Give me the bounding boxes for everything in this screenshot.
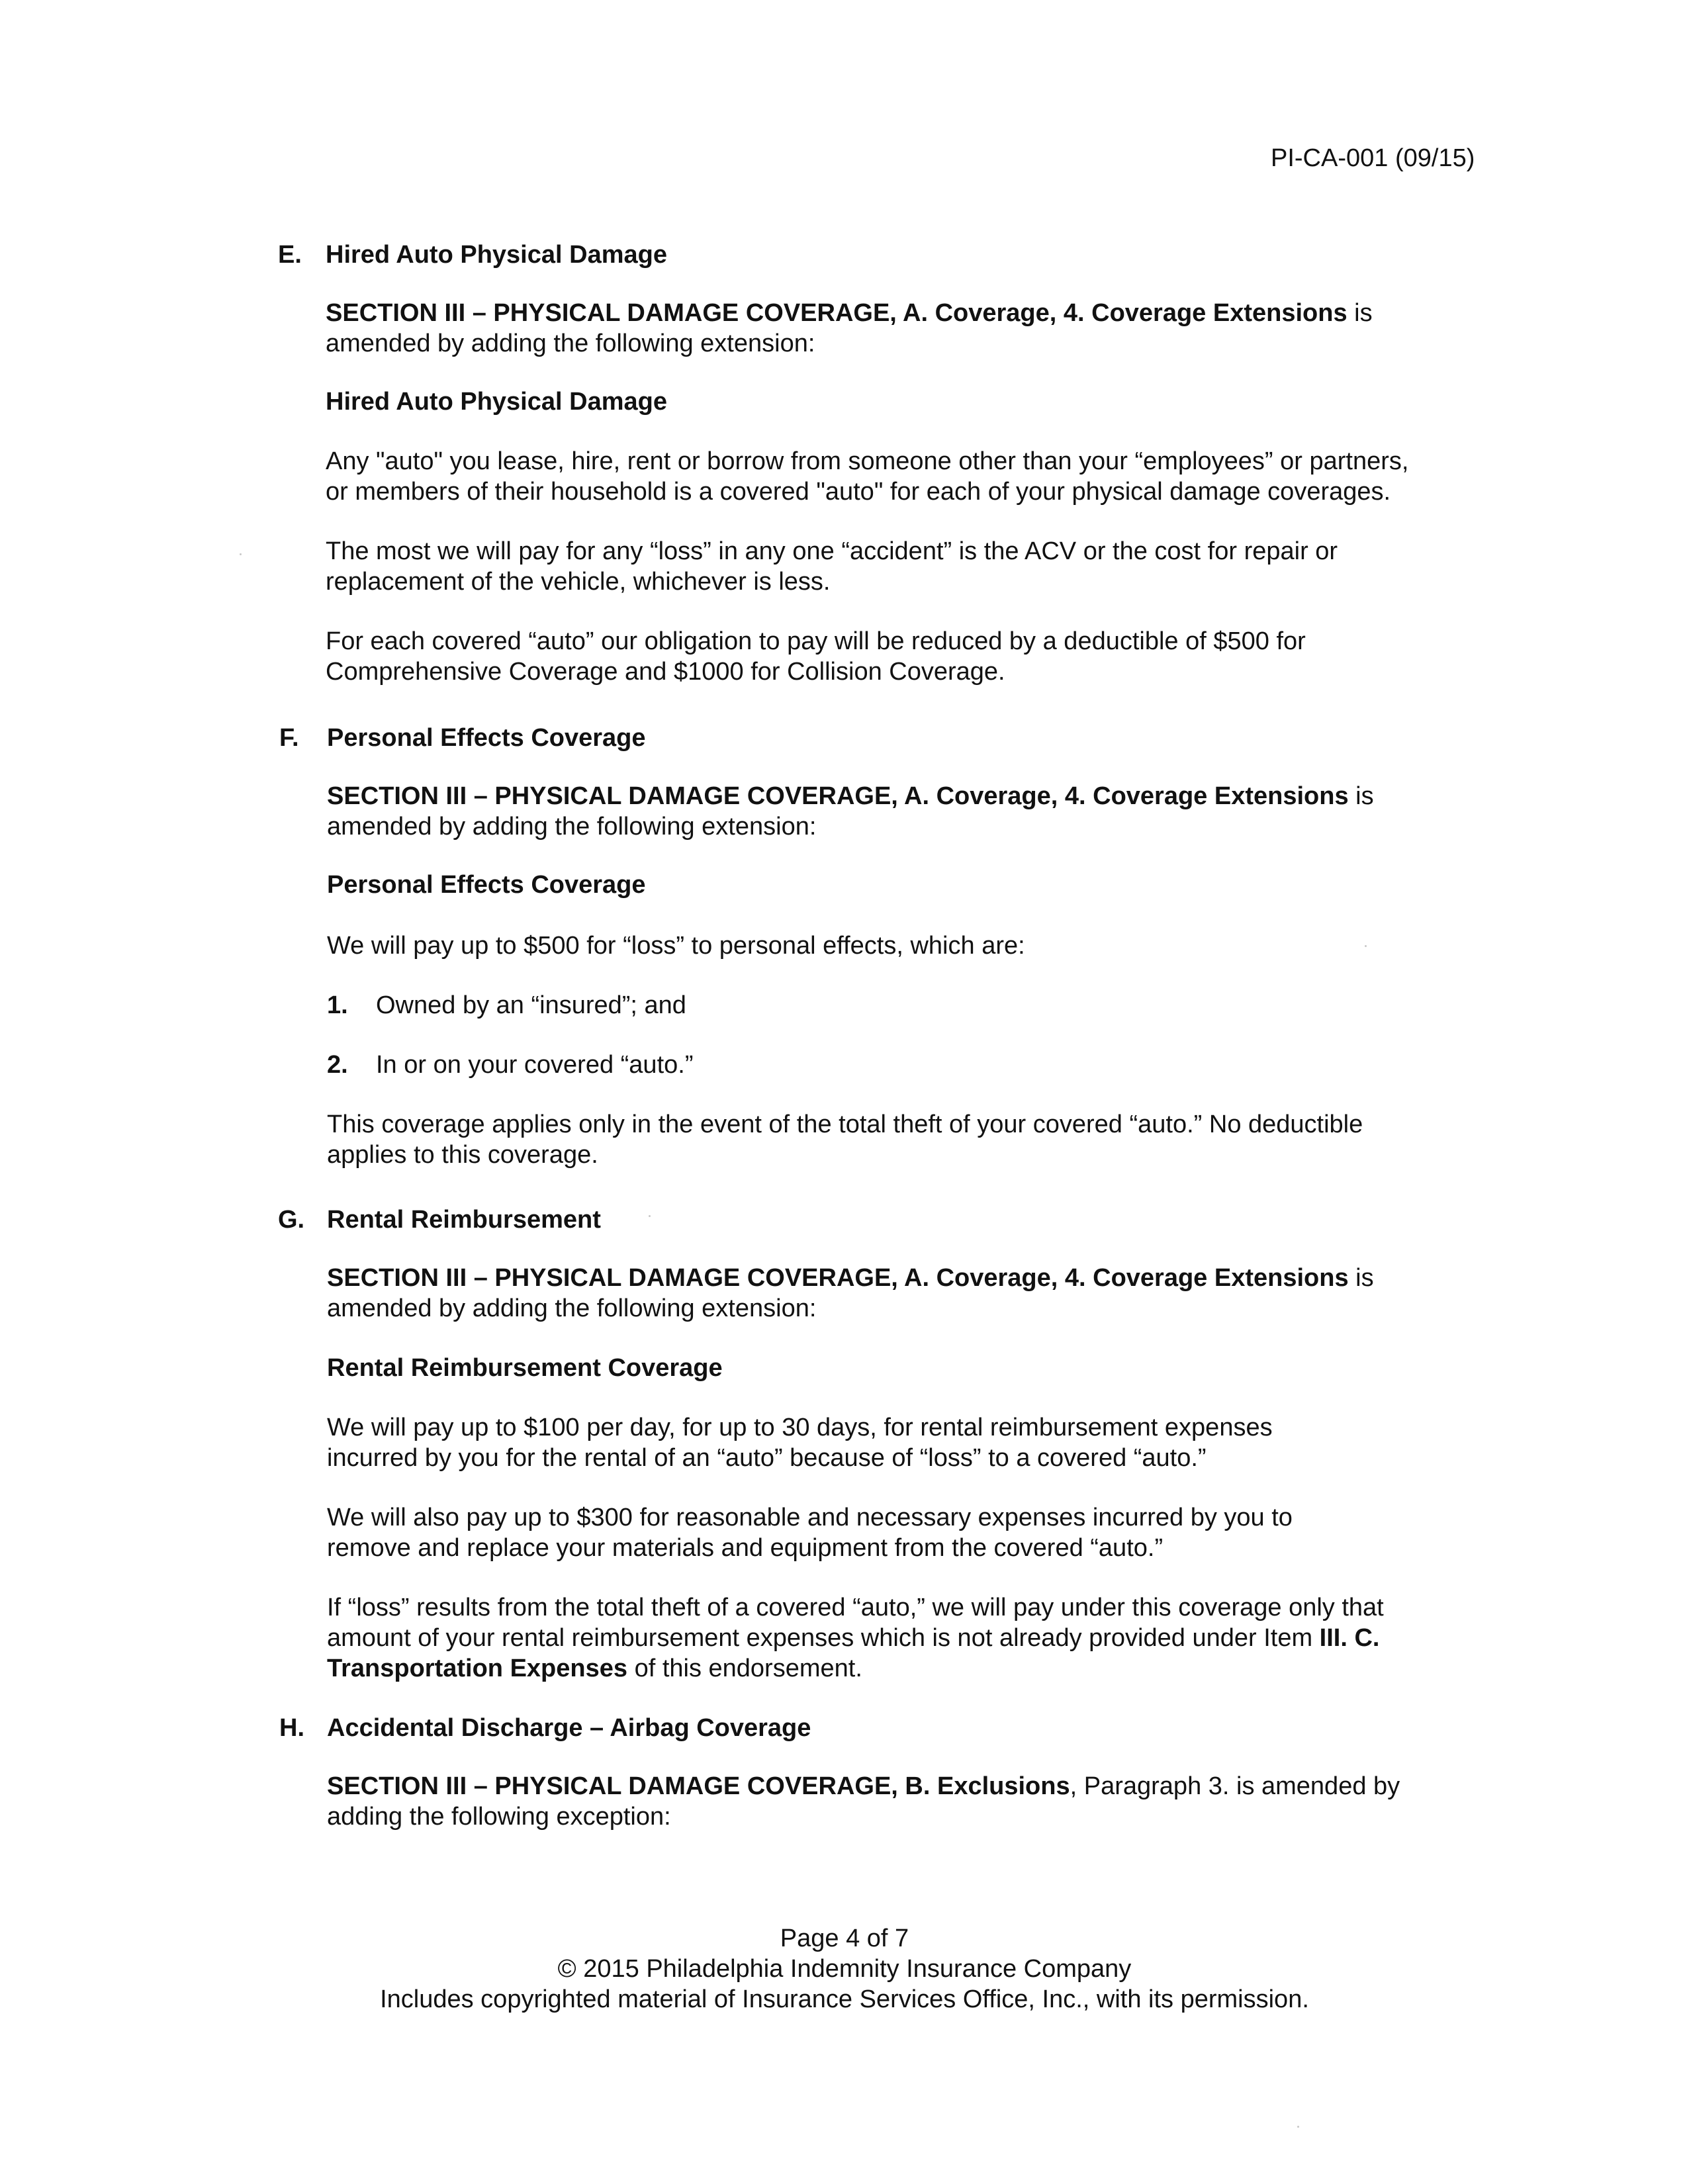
- footer-page-number: Page 4 of 7: [780, 1925, 909, 1952]
- section-g-para1-line2: incurred by you for the rental of an “auto” because of “loss” to a covered “auto.”: [327, 1444, 1207, 1472]
- section-f-item1-text: Owned by an “insured”; and: [376, 991, 686, 1019]
- section-g-para3-line2-text: amount of your rental reimbursement expenses which is not already provided under Item: [327, 1624, 1320, 1652]
- section-h-amend-bold: SECTION III – PHYSICAL DAMAGE COVERAGE, B. Exclusions: [327, 1772, 1070, 1800]
- section-f-item2-number: 2.: [327, 1051, 348, 1079]
- footer-copyright: © 2015 Philadelphia Indemnity Insurance Company: [557, 1955, 1132, 1983]
- section-g-amendment: [327, 1263, 1492, 1324]
- section-e-para3: [326, 626, 1490, 687]
- section-g-para3-item-ref: III. C.: [1319, 1624, 1380, 1652]
- section-f-item1-number: 1.: [327, 991, 348, 1019]
- section-e-letter: E.: [278, 241, 302, 269]
- section-e-para3-line1: For each covered “auto” our obligation to pay will be reduced by a deductible of $500 for: [326, 627, 1306, 655]
- section-g-para2-line2: remove and replace your materials and equipment from the covered “auto.”: [327, 1534, 1164, 1562]
- section-g-letter: G.: [278, 1206, 305, 1234]
- section-g-para3-line1: If “loss” results from the total theft of a covered “auto,” we will pay under this coverage only that: [327, 1594, 1384, 1621]
- section-f-subheading: Personal Effects Coverage: [327, 871, 646, 899]
- section-e-para2-line2: replacement of the vehicle, whichever is less.: [326, 568, 831, 596]
- section-e-para3-line2: Comprehensive Coverage and $1000 for Collision Coverage.: [326, 658, 1005, 686]
- section-f-amend-bold: SECTION III – PHYSICAL DAMAGE COVERAGE, A. Coverage, 4. Coverage Extensions: [327, 782, 1349, 810]
- section-f-title: Personal Effects Coverage: [327, 724, 646, 752]
- scan-speck: [1297, 2126, 1299, 2128]
- scan-speck: [1365, 945, 1367, 947]
- section-g-para2: [327, 1502, 1492, 1563]
- section-g-para1-line1: We will pay up to $100 per day, for up to 30 days, for rental reimbursement expenses: [327, 1414, 1273, 1441]
- section-g-para3: [327, 1592, 1492, 1684]
- section-e-subheading: Hired Auto Physical Damage: [326, 388, 667, 416]
- section-e-para1-line1: Any "auto" you lease, hire, rent or borrow from someone other than your “employees” or partners,: [326, 447, 1409, 475]
- section-e-para1: [326, 446, 1490, 507]
- section-e-amend-line2: amended by adding the following extension:: [326, 330, 815, 357]
- section-f-para1: We will pay up to $500 for “loss” to personal effects, which are:: [327, 932, 1025, 960]
- section-e-para2-line1: The most we will pay for any “loss” in any one “accident” is the ACV or the cost for repair or: [326, 537, 1338, 565]
- section-f-amend-line2: amended by adding the following extension:: [327, 813, 817, 841]
- section-f-para2-line1: This coverage applies only in the event of the total theft of your covered “auto.” No deductible: [327, 1111, 1363, 1138]
- section-e-title: Hired Auto Physical Damage: [326, 241, 667, 269]
- footer-notice: Includes copyrighted material of Insurance Services Office, Inc., with its permission.: [380, 1985, 1309, 2013]
- section-e-para2: [326, 536, 1490, 597]
- section-g-amend-bold: SECTION III – PHYSICAL DAMAGE COVERAGE, A. Coverage, 4. Coverage Extensions: [327, 1264, 1349, 1292]
- section-f-item2-text: In or on your covered “auto.”: [376, 1051, 694, 1079]
- section-h-amend-line2: adding the following exception:: [327, 1803, 671, 1831]
- section-f-amendment: [327, 781, 1492, 842]
- section-h-letter: H.: [279, 1714, 304, 1742]
- section-g-para2-line1: We will also pay up to $300 for reasonable and necessary expenses incurred by you to: [327, 1504, 1293, 1531]
- section-e-para1-line2: or members of their household is a covered "auto" for each of your physical damage coverages.: [326, 478, 1391, 506]
- section-e-amend-rest: is: [1347, 299, 1373, 327]
- section-f-para2: [327, 1109, 1492, 1170]
- section-g-amend-line2: amended by adding the following extension:: [327, 1295, 817, 1322]
- section-f-letter: F.: [279, 724, 299, 752]
- section-g-amend-rest: is: [1348, 1264, 1374, 1292]
- section-h-amendment: [327, 1771, 1492, 1832]
- scan-speck: [240, 553, 242, 555]
- section-g-subheading: Rental Reimbursement Coverage: [327, 1354, 723, 1382]
- scan-speck: [649, 1215, 651, 1217]
- section-g-para1: [327, 1412, 1492, 1473]
- section-e-amendment: [326, 298, 1490, 359]
- section-h-amend-rest: , Paragraph 3. is amended by: [1070, 1772, 1400, 1800]
- section-e-amend-bold: SECTION III – PHYSICAL DAMAGE COVERAGE, A. Coverage, 4. Coverage Extensions: [326, 299, 1347, 327]
- section-f-para2-line2: applies to this coverage.: [327, 1141, 598, 1169]
- section-g-para3-line3-text: of this endorsement.: [627, 1655, 862, 1682]
- section-f-amend-rest: is: [1348, 782, 1374, 810]
- page-footer: [0, 1923, 1689, 2015]
- section-h-title: Accidental Discharge – Airbag Coverage: [327, 1714, 811, 1742]
- section-g-title: Rental Reimbursement: [327, 1206, 601, 1234]
- form-id: PI-CA-001 (09/15): [1271, 144, 1475, 172]
- section-g-para3-transportation-expenses: Transportation Expenses: [327, 1655, 628, 1682]
